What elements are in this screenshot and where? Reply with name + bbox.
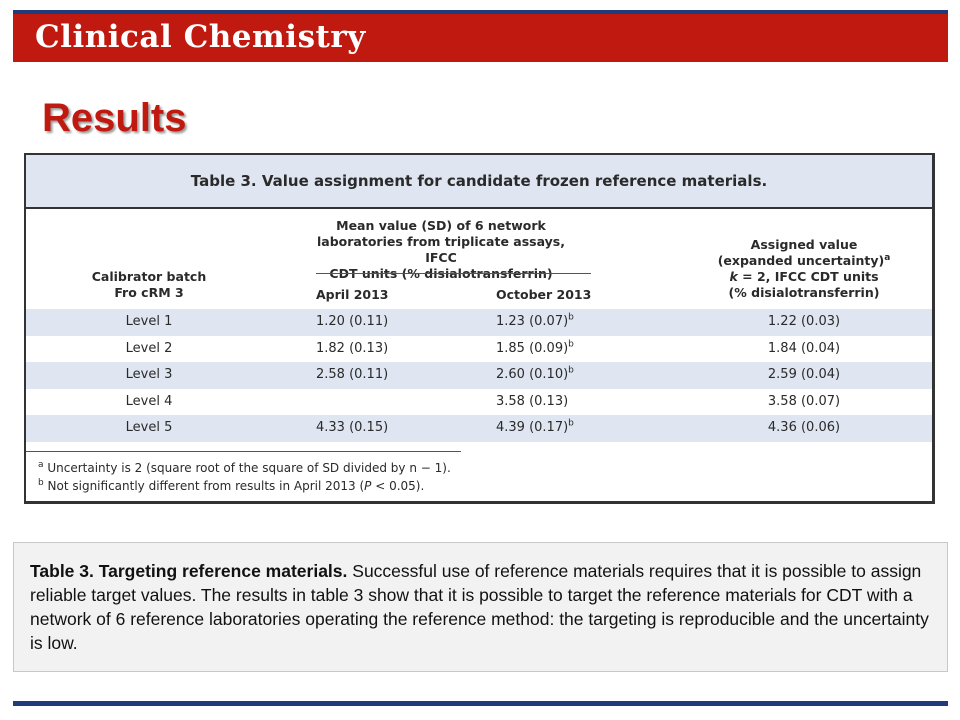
header-assigned-k: k — [729, 269, 738, 284]
header-mean-line2: laboratories from triplicate assays, IFCC — [317, 234, 565, 265]
footnote-mark-a: a — [884, 252, 891, 263]
cell-april: 4.33 (0.15) — [316, 420, 389, 436]
cell-october-value: 3.58 (0.13) — [496, 393, 569, 409]
footnote-b-text-end: < 0.05). — [371, 479, 425, 493]
cell-level: Level 3 — [125, 367, 173, 383]
description-box — [13, 542, 948, 672]
header-assigned-line4: (% disialotransferrin) — [728, 285, 880, 300]
header-batch-line2: Fro cRM 3 — [114, 285, 184, 300]
cell-april: 2.58 (0.11) — [316, 367, 389, 383]
footnote-a — [38, 459, 451, 477]
cell-april: 1.20 (0.11) — [316, 314, 389, 329]
cell-level: Level 5 — [125, 420, 173, 436]
cell-assigned: 1.22 (0.03) — [767, 314, 841, 329]
footnote-mark-b: b — [568, 339, 574, 350]
header-assigned-line3 — [694, 269, 914, 285]
table-row — [26, 415, 932, 442]
footnote-mark-b: b — [568, 312, 574, 323]
cell-level: Level 2 — [125, 340, 173, 356]
cell-assigned: 4.36 (0.06) — [767, 420, 841, 436]
slide-title: Results — [42, 96, 187, 140]
cell-october-value: 4.39 (0.17) — [496, 420, 569, 436]
cell-level: Level 4 — [125, 393, 173, 409]
header-mean-rule — [316, 273, 591, 274]
cell-april: 1.82 (0.13) — [316, 340, 389, 356]
footnote-a-mark: a — [38, 460, 44, 470]
header-assigned-uncertainty: (expanded uncertainty) — [717, 253, 885, 268]
header-october-2013: October 2013 — [496, 287, 592, 302]
header-calibrator-batch — [74, 269, 224, 301]
cell-october — [496, 420, 574, 435]
cell-level: Level 1 — [125, 314, 173, 329]
cell-october-value: 1.85 (0.09) — [496, 340, 569, 356]
footer-bar — [13, 701, 948, 706]
cell-assigned: 2.59 (0.04) — [767, 367, 841, 383]
header-assigned-line2 — [694, 253, 914, 269]
cell-october-value: 2.60 (0.10) — [496, 367, 569, 383]
cell-october — [496, 314, 574, 329]
table-row — [26, 336, 932, 363]
table-footnotes — [38, 459, 451, 495]
cell-october — [496, 341, 574, 356]
footnote-b-p: P — [364, 479, 372, 493]
header-assigned-value — [694, 237, 914, 301]
table-caption: Table 3. Value assignment for candidate frozen reference materials. — [26, 155, 932, 209]
journal-title: Clinical Chemistry — [35, 19, 366, 55]
footnote-a-text: Uncertainty is 2 (square root of the square of SD divided by n − 1). — [43, 461, 451, 475]
header-april-2013: April 2013 — [316, 287, 389, 302]
cell-october — [496, 367, 574, 382]
footnote-rule — [26, 451, 461, 452]
table-body — [26, 309, 932, 442]
footnote-mark-b: b — [568, 365, 574, 376]
header-assigned-line1: Assigned value — [750, 237, 858, 252]
table-row — [26, 309, 932, 336]
header-assigned-units: = 2, IFCC CDT units — [737, 269, 879, 284]
cell-assigned: 1.84 (0.04) — [767, 340, 841, 356]
cell-october — [496, 394, 568, 409]
header-mean-line1: Mean value (SD) of 6 network — [336, 218, 546, 233]
description-text: Successful use of reference materials requires that it is possible to assign reliable target values. The results in table 3 show that it is possible to target the reference materials for CDT with a network of 6 reference laboratories operating the reference method: the targeting is reproducible and the uncertainty is low. — [30, 561, 929, 653]
footnote-mark-b: b — [568, 419, 574, 430]
description-heading: Table 3. Targeting reference materials. — [30, 561, 348, 581]
cell-assigned: 3.58 (0.07) — [767, 393, 841, 409]
footnote-b — [38, 477, 451, 495]
results-table — [24, 153, 935, 504]
header-batch-line1: Calibrator batch — [91, 269, 207, 284]
footnote-b-text: Not significantly different from results in April 2013 ( — [43, 479, 365, 493]
table-row — [26, 389, 932, 416]
journal-header-bar — [13, 10, 948, 62]
footnote-b-mark: b — [38, 478, 44, 488]
header-mean-line3: CDT units (% disialotransferrin) — [329, 266, 553, 281]
cell-october-value: 1.23 (0.07) — [496, 314, 569, 329]
table-row — [26, 362, 932, 389]
